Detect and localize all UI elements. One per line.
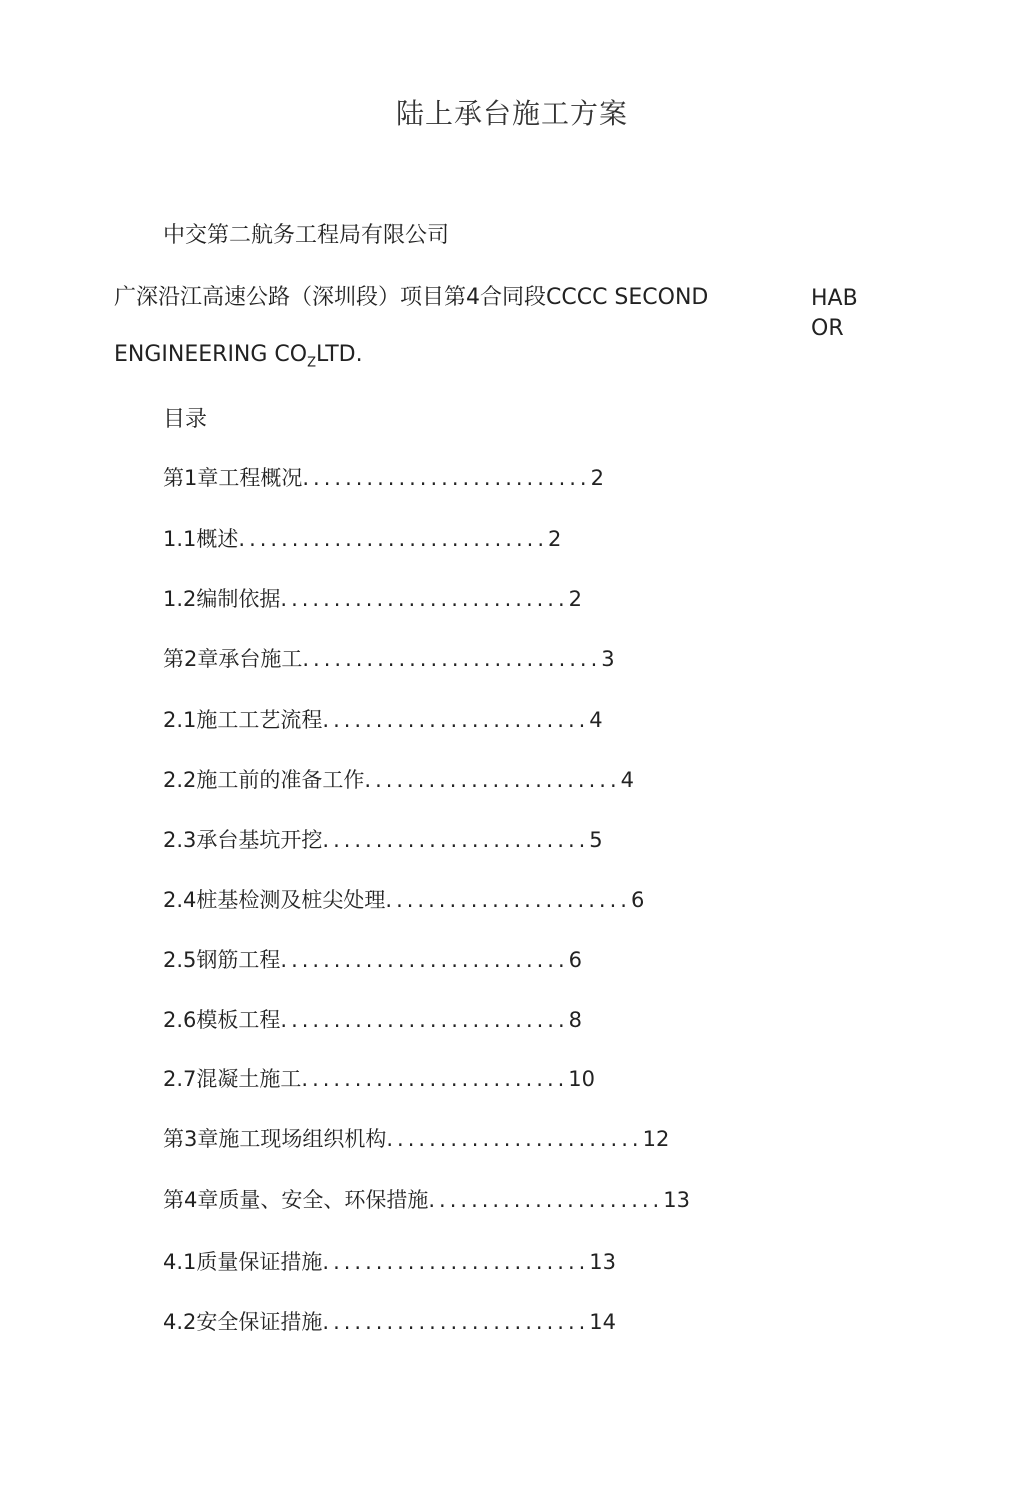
toc-entry-label: 第1章工程概况 (163, 466, 303, 490)
project-line-cont-prefix: ENGINEERING CO (114, 342, 308, 367)
toc-entry-leader: ........................... (280, 948, 569, 972)
toc-entry-label: 4.1质量保证措施 (163, 1250, 323, 1274)
toc-entry-page: 13 (589, 1250, 617, 1274)
toc-entry[interactable] (163, 824, 603, 854)
toc-entry-label: 2.2施工前的准备工作 (163, 768, 365, 792)
toc-entry-page: 4 (620, 768, 634, 792)
side-text: HABOR (811, 286, 858, 341)
toc-entry[interactable] (163, 1184, 690, 1214)
toc-entry-page: 13 (663, 1188, 690, 1212)
toc-entry-label: 2.1施工工艺流程 (163, 708, 323, 732)
toc-entry-page: 12 (642, 1127, 670, 1151)
project-line-cont-sub: Z (307, 355, 317, 371)
toc-entry[interactable] (163, 884, 644, 914)
toc-entry-leader: ......................... (322, 1250, 590, 1274)
toc-entry-page: 2 (548, 527, 562, 551)
toc-entry-label: 2.3承台基坑开挖 (163, 828, 323, 852)
toc-entry-leader: ......................... (322, 828, 590, 852)
toc-entry-leader: ......................... (301, 1067, 569, 1091)
project-line: 广深沿江高速公路（深圳段）项目第4合同段CCCC SECOND (114, 285, 709, 310)
toc-entry[interactable] (163, 1306, 616, 1336)
toc-entry-page: 6 (630, 888, 645, 912)
toc-entry-leader: ........................ (386, 1127, 643, 1151)
toc-entry-page: 5 (589, 828, 603, 852)
toc-entry-page: 10 (568, 1067, 596, 1091)
toc-entry-label: 第3章施工现场组织机构 (163, 1127, 387, 1151)
toc-entry[interactable] (163, 462, 604, 492)
toc-entry[interactable] (163, 1063, 595, 1093)
toc-heading: 目录 (163, 407, 208, 432)
toc-entry-leader: ............................ (302, 647, 602, 671)
toc-entry[interactable] (163, 523, 561, 553)
project-line-cont-suffix: LTD. (316, 342, 363, 367)
toc-entry-leader: ...................... (428, 1188, 664, 1212)
toc-entry[interactable] (163, 764, 634, 794)
toc-entry[interactable] (163, 704, 603, 734)
toc-entry-leader: ........................... (302, 466, 591, 490)
toc-entry[interactable] (163, 1123, 669, 1153)
toc-entry-leader: ........................... (280, 587, 569, 611)
toc-entry-page: 4 (589, 708, 603, 732)
toc-entry-page: 6 (568, 948, 583, 972)
toc-entry[interactable] (163, 583, 582, 613)
toc-entry-label: 第4章质量、安全、环保措施 (163, 1188, 429, 1212)
toc-entry[interactable] (163, 1004, 582, 1034)
toc-entry-label: 第2章承台施工 (163, 647, 303, 671)
toc-entry-leader: ....................... (385, 888, 631, 912)
toc-entry-label: 1.1概述 (163, 527, 239, 551)
toc-entry[interactable] (163, 944, 582, 974)
toc-entry-label: 4.2安全保证措施 (163, 1310, 323, 1334)
toc-entry-page: 3 (601, 647, 615, 671)
toc-entry-label: 2.7混凝土施工 (163, 1067, 302, 1091)
toc-entry-label: 1.2编制依据 (163, 587, 281, 611)
toc-entry-page: 8 (568, 1008, 583, 1032)
company-name: 中交第二航务工程局有限公司 (163, 223, 450, 248)
toc-entry-leader: ........................... (280, 1008, 569, 1032)
toc-entry-leader: ........................ (364, 768, 621, 792)
toc-entry-leader: ......................... (322, 708, 590, 732)
document-title: 陆上承台施工方案 (395, 97, 628, 130)
toc-entry-label: 2.4桩基检测及桩尖处理 (163, 888, 386, 912)
toc-entry-label: 2.5钢筋工程 (163, 948, 281, 972)
toc-entry-leader: ......................... (322, 1310, 590, 1334)
toc-entry-page: 2 (568, 587, 583, 611)
toc-entry-page: 14 (589, 1310, 617, 1334)
toc-entry-label: 2.6模板工程 (163, 1008, 281, 1032)
project-line-continued (114, 342, 363, 370)
toc-entry[interactable] (163, 643, 615, 673)
toc-entry[interactable] (163, 1246, 616, 1276)
toc-entry-leader: ............................. (238, 527, 548, 551)
toc-entry-page: 2 (590, 466, 604, 490)
